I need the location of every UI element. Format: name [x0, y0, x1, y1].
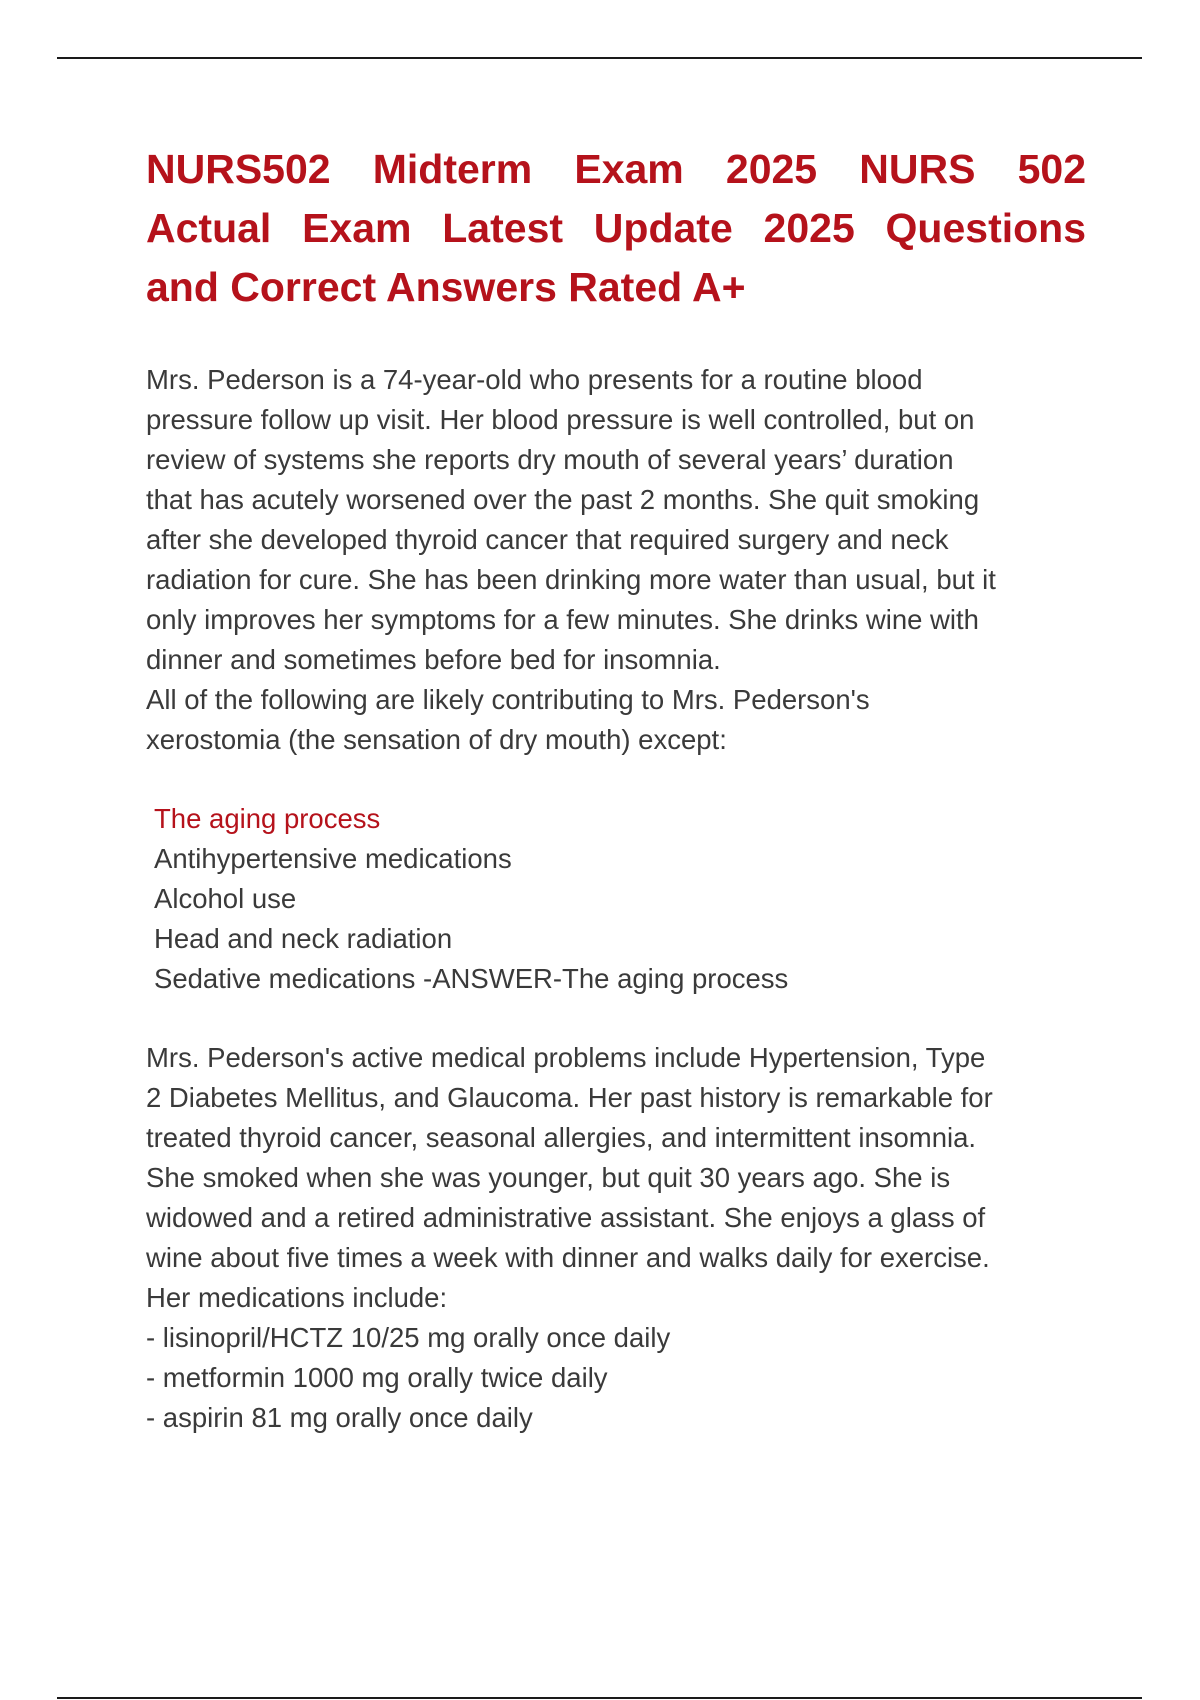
question-1-options [154, 799, 1114, 999]
stem-line: pressure follow up visit. Her blood pressure is well controlled, but on [146, 404, 975, 435]
title-line-1: NURS502 Midterm Exam 2025 NURS 502 [146, 146, 1086, 192]
option: Head and neck radiation [154, 923, 453, 954]
title-line-3: and Correct Answers Rated A+ [146, 264, 746, 310]
option-with-answer: Sedative medications -ANSWER-The aging process [154, 963, 789, 994]
stem-line: 2 Diabetes Mellitus, and Glaucoma. Her past history is remarkable for [146, 1082, 993, 1113]
question-1-stem [146, 360, 1106, 760]
stem-line: review of systems she reports dry mouth of several years’ duration [146, 444, 954, 475]
option-correct: The aging process [154, 803, 381, 834]
stem-line: Her medications include: [146, 1282, 448, 1313]
stem-line: radiation for cure. She has been drinking more water than usual, but it [146, 564, 996, 595]
stem-line: Mrs. Pederson's active medical problems include Hypertension, Type [146, 1042, 986, 1073]
stem-line: only improves her symptoms for a few minutes. She drinks wine with [146, 604, 979, 635]
title-line-2: Actual Exam Latest Update 2025 Questions [146, 205, 1086, 251]
question-2-stem [146, 1038, 1106, 1438]
stem-line: dinner and sometimes before bed for insomnia. [146, 644, 721, 675]
medication-item: - lisinopril/HCTZ 10/25 mg orally once daily [146, 1322, 671, 1353]
stem-line: wine about five times a week with dinner and walks daily for exercise. [146, 1242, 990, 1273]
stem-line: treated thyroid cancer, seasonal allergies, and intermittent insomnia. [146, 1122, 977, 1153]
stem-line: Mrs. Pederson is a 74-year-old who presents for a routine blood [146, 364, 923, 395]
option: Alcohol use [154, 883, 297, 914]
header-rule [57, 57, 1142, 59]
stem-line: widowed and a retired administrative assistant. She enjoys a glass of [146, 1202, 986, 1233]
stem-line: All of the following are likely contributing to Mrs. Pederson's [146, 684, 870, 715]
medication-item: - metformin 1000 mg orally twice daily [146, 1362, 608, 1393]
option: Antihypertensive medications [154, 843, 512, 874]
stem-line: that has acutely worsened over the past 2 months. She quit smoking [146, 484, 980, 515]
document-title [146, 140, 1086, 317]
stem-line: xerostomia (the sensation of dry mouth) except: [146, 724, 727, 755]
medication-item: - aspirin 81 mg orally once daily [146, 1402, 533, 1433]
stem-line: She smoked when she was younger, but quit 30 years ago. She is [146, 1162, 951, 1193]
footer-rule [57, 1697, 1142, 1699]
stem-line: after she developed thyroid cancer that required surgery and neck [146, 524, 949, 555]
